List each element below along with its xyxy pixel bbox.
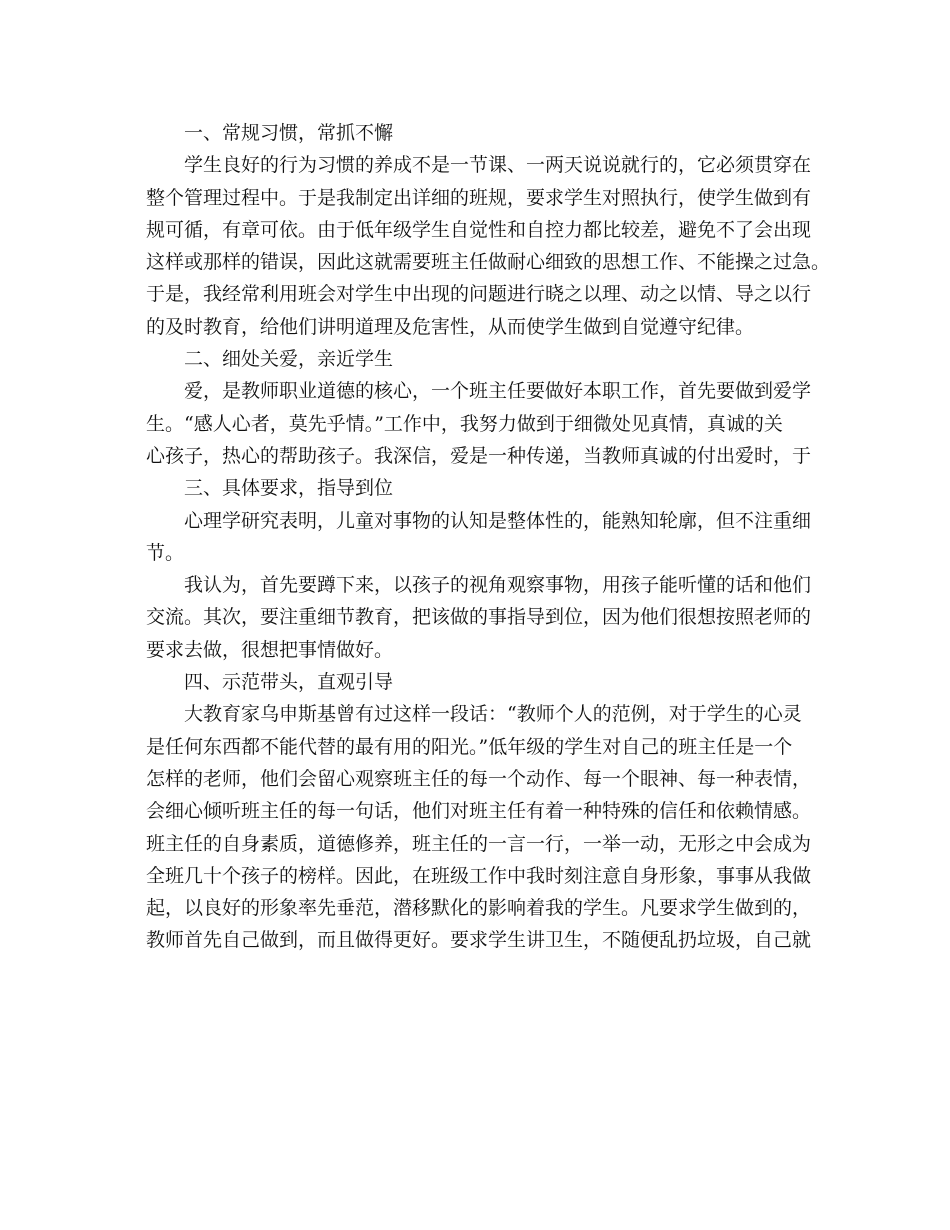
text-line: 是任何东西都不能代替的最有用的阳光。”低年级的学生对自己的班主任是一个 xyxy=(146,735,793,758)
text-line: 起，以良好的形象率先垂范，潜移默化的影响着我的学生。凡要求学生做到的， xyxy=(146,897,812,920)
text-line: 的及时教育，给他们讲明道理及危害性，从而使学生做到自觉遵守纪律。 xyxy=(146,315,755,338)
text-line: 要求去做，很想把事情做好。 xyxy=(146,638,394,661)
text-line: 怎样的老师，他们会留心观察班主任的每一个动作、每一个眼神、每一种表情， xyxy=(146,767,812,790)
text-line: 交流。其次，要注重细节教育，把该做的事指导到位，因为他们很想按照老师的 xyxy=(146,606,812,629)
text-line: 一、常规习惯，常抓不懈 xyxy=(184,122,394,144)
text-line: 二、细处关爱，亲近学生 xyxy=(184,348,394,371)
text-line: 会细心倾听班主任的每一句话，他们对班主任有着一种特殊的信任和依赖情感。 xyxy=(146,800,812,823)
text-line: 三、具体要求，指导到位 xyxy=(184,477,394,500)
text-line: 全班几十个孩子的榜样。因此，在班级工作中我时刻注意自身形象，事事从我做 xyxy=(146,864,812,887)
text-line: 心理学研究表明，儿童对事物的认知是整体性的，能熟知轮廓，但不注重细 xyxy=(184,509,812,532)
document-body xyxy=(146,117,831,957)
text-line: 整个管理过程中。于是我制定出详细的班规，要求学生对照执行，使学生做到有 xyxy=(146,186,812,209)
text-line: 大教育家乌申斯基曾有过这样一段话：“教师个人的范例，对于学生的心灵 xyxy=(184,703,802,726)
text-line: 生。“感人心者，莫先乎情。”工作中，我努力做到于细微处见真情，真诚的关 xyxy=(146,412,783,435)
text-line: 心孩子，热心的帮助孩子。我深信，爱是一种传递，当教师真诚的付出爱时，于 xyxy=(146,444,812,467)
text-line: 节。 xyxy=(146,541,185,564)
text-line: 教师首先自己做到，而且做得更好。要求学生讲卫生，不随便乱扔垃圾，自己就 xyxy=(146,929,812,952)
text-line: 规可循，有章可依。由于低年级学生自觉性和自控力都比较差，避免不了会出现 xyxy=(146,218,812,241)
text-line: 于是，我经常利用班会对学生中出现的问题进行晓之以理、动之以情、导之以行 xyxy=(146,283,812,306)
text-line: 这样或那样的错误，因此这就需要班主任做耐心细致的思想工作、不能操之过急。 xyxy=(146,251,831,274)
text-line: 班主任的自身素质，道德修养，班主任的一言一行，一举一动，无形之中会成为 xyxy=(146,832,812,855)
text-line: 学生良好的行为习惯的养成不是一节课、一两天说说就行的，它必须贯穿在 xyxy=(184,154,812,177)
text-line: 四、示范带头，直观引导 xyxy=(184,671,394,694)
text-line: 爱，是教师职业道德的核心，一个班主任要做好本职工作，首先要做到爱学 xyxy=(184,380,812,403)
text-line: 我认为，首先要蹲下来，以孩子的视角观察事物，用孩子能听懂的话和他们 xyxy=(184,574,812,597)
